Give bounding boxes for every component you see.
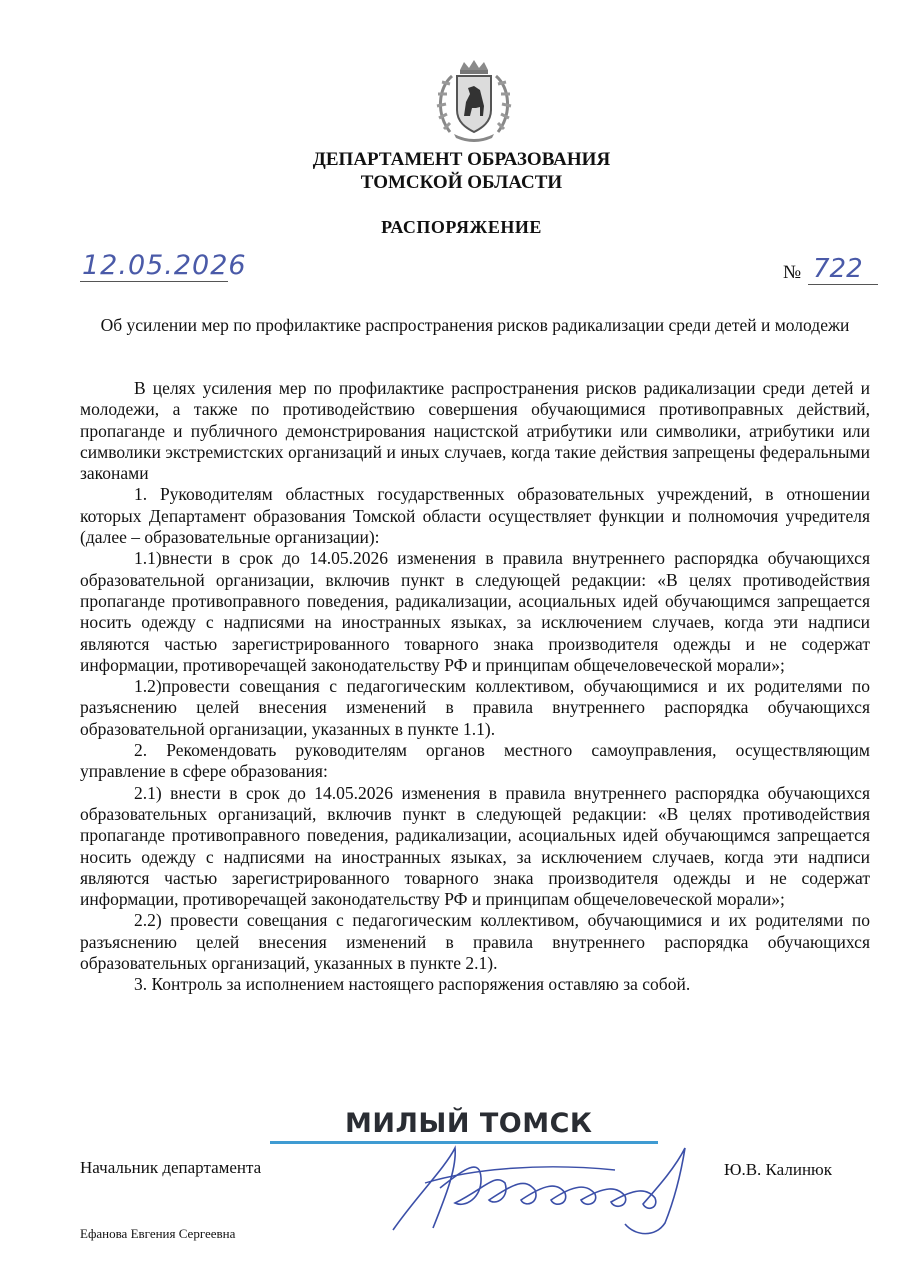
document-subject: Об усилении мер по профилактике распространения рисков радикализации среди детей и молодежи [100,315,850,335]
number-sign: № [783,262,802,283]
document-date: 12.05.2026 [82,250,247,281]
date-underline [80,281,228,282]
document-number: 722 [813,254,863,284]
watermark-logo: МИЛЫЙ ТОМСК [345,1108,593,1139]
department-name-line2: ТОМСКОЙ ОБЛАСТИ [360,172,563,193]
executor-name: Ефанова Евгения Сергеевна [80,1226,236,1241]
coat-of-arms-icon [430,58,518,144]
clause-3: 3. Контроль за исполнением настоящего распоряжения оставляю за собой. [134,974,691,995]
signer-position: Начальник департамента [80,1158,262,1177]
clause-1-2: 1.2)провести совещания с педагогическим коллективом, обучающимися и их родителями по разъяснению целей внесения изменений в правила внутреннего распорядка обучающихся образовательной организации, указанных в пункте 1.1). [80,676,870,739]
clause-2-1: 2.1) внести в срок до 14.05.2026 изменения в правила внутреннего распорядка обучающихся образовательных организаций, включив пункт в следующей редакции: «В целях противодействия пропаганде противоправного поведения, радикализации, асоциальных идей обучающимся запрещается носить одежду с надписями на иностранных языках, за исключением случаев, когда эти надписи являются частью зарегистрированного товарного знака производителя одежды и не содержат информации, противоречащей законодательству РФ и принципам общечеловеческой морали»; [80,782,870,910]
department-name-line1: ДЕПАРТАМЕНТ ОБРАЗОВАНИЯ [312,149,611,170]
clause-2: 2. Рекомендовать руководителям органов местного самоуправления, осуществляющим управление в сфере образования: [80,740,870,782]
clause-2-2: 2.2) провести совещания с педагогическим коллективом, обучающимися и их родителями по разъяснению целей внесения изменений в правила внутреннего распорядка обучающихся образовательных организаций, указанных в пункте 2.1). [80,910,870,974]
clause-1: 1. Руководителям областных государственных образовательных учреждений, в отношении которых Департамент образования Томской области осуществляет функции и полномочия учредителя (далее – образовательные организации): [80,484,870,548]
signer-name: Ю.В. Калинюк [724,1160,833,1179]
document-body [80,378,870,996]
preamble-paragraph: В целях усиления мер по профилактике распространения рисков радикализации среди детей и молодежи, а также по противодействию совершения обучающимися противоправных действий, пропаганде и публичного демонстрирования нацистской атрибутики или символики, атрибутики или символики экстремистских организаций и иных случаев, когда такие действия запрещены федеральными законами [80,378,870,484]
handwritten-signature-icon [385,1128,735,1240]
document-type-title: РАСПОРЯЖЕНИЕ [381,217,542,237]
number-underline [808,284,878,285]
clause-1-1: 1.1)внести в срок до 14.05.2026 изменения в правила внутреннего распорядка обучающихся образовательной организации, включив пункт в следующей редакции: «В целях противодействия пропаганде противоправного поведения, радикализации, асоциальных идей обучающимся запрещается носить одежду с надписями на иностранных языках, за исключением случаев, когда эти надписи являются частью зарегистрированного товарного знака производителя одежды и не содержат информации, противоречащей законодательству РФ и принципам общечеловеческой морали»; [80,548,870,675]
